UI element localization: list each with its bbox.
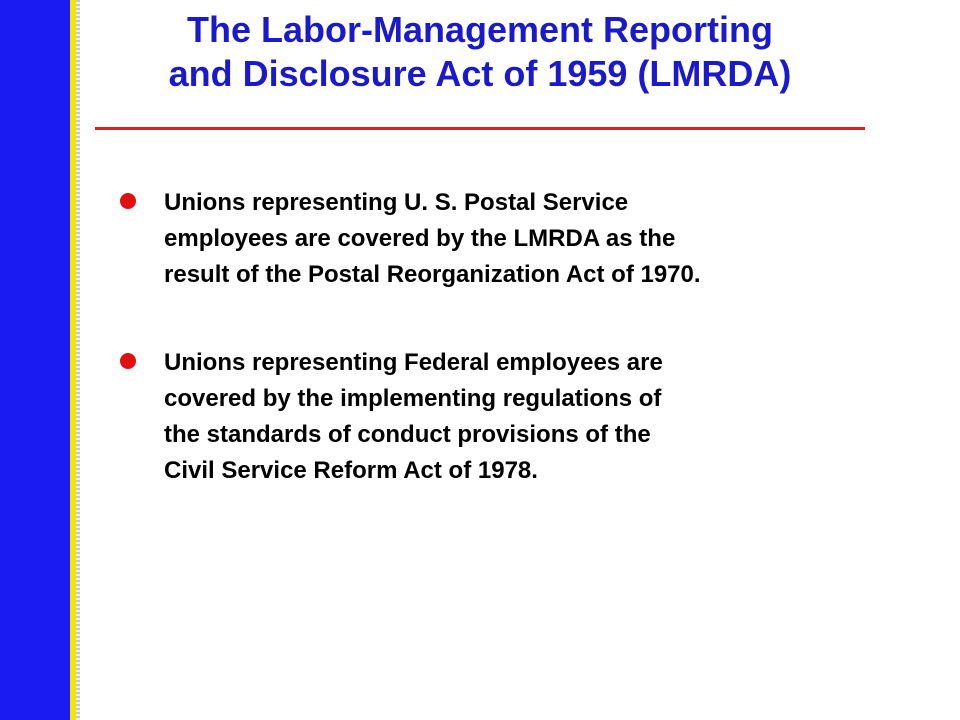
- bullet-line: result of the Postal Reorganization Act of 1970.: [164, 261, 701, 288]
- bullet-text: [164, 345, 884, 489]
- title-line-2: and Disclosure Act of 1959 (LMRDA): [168, 53, 792, 94]
- bullet-line: the standards of conduct provisions of the: [164, 421, 651, 448]
- bullet-line: Unions representing Federal employees are: [164, 349, 663, 376]
- bullet-line: Unions representing U. S. Postal Service: [164, 189, 629, 216]
- slide-title: [90, 8, 870, 96]
- bullet-dot-icon: [120, 193, 136, 209]
- bullet-text: [164, 185, 884, 293]
- left-accent-shadow: [76, 0, 80, 720]
- left-accent-bar: [0, 0, 70, 720]
- bullet-line: covered by the implementing regulations of: [164, 385, 662, 412]
- bullet-dot-icon: [120, 353, 136, 369]
- bullet-line: employees are covered by the LMRDA as the: [164, 225, 676, 252]
- bullet-line: Civil Service Reform Act of 1978.: [164, 457, 538, 484]
- title-underline: [95, 127, 865, 130]
- title-line-1: The Labor-Management Reporting: [186, 9, 774, 50]
